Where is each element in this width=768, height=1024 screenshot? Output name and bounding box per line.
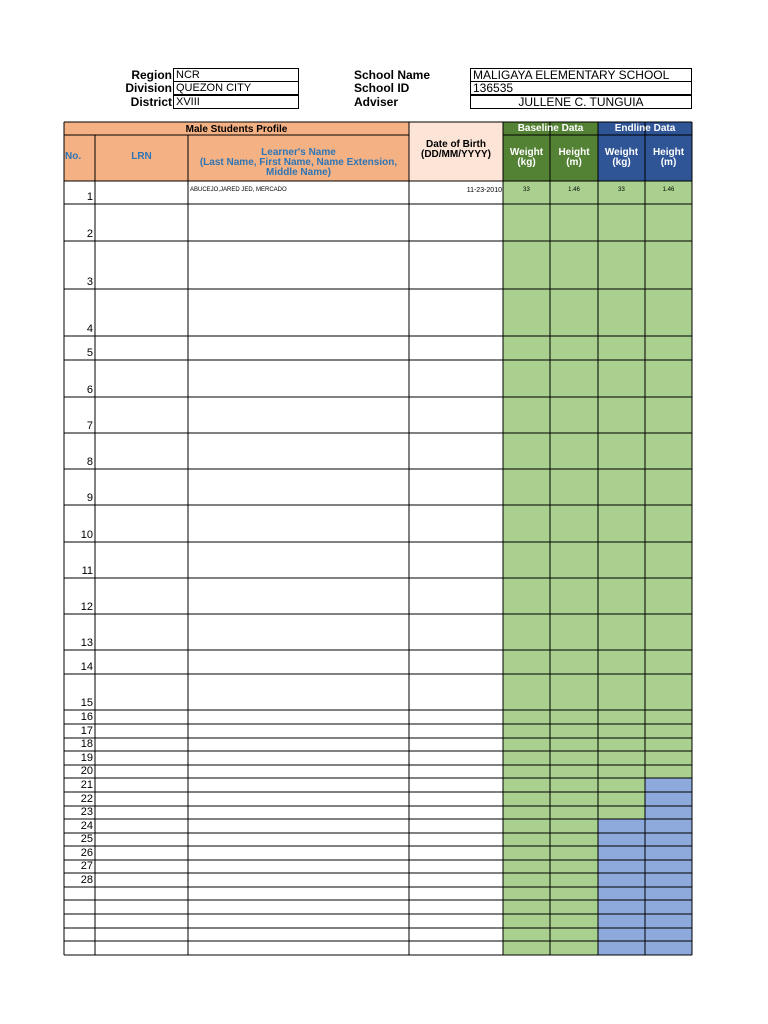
row-number: 26 xyxy=(80,847,93,859)
row1-endline-weight[interactable]: 33 xyxy=(618,187,625,193)
col-dob-line2: (DD/MM/YYYY) xyxy=(421,149,491,160)
row1-dob[interactable]: 11-23-2010 xyxy=(466,187,502,194)
division-label: Division xyxy=(125,81,172,95)
row-number: 5 xyxy=(86,347,93,359)
endline-weight-header xyxy=(598,148,645,168)
district-field[interactable]: XVIII xyxy=(173,95,299,109)
row-number: 12 xyxy=(80,601,93,613)
row-number: 15 xyxy=(80,697,93,709)
row-number: 1 xyxy=(86,191,93,203)
baseline-data-title: Baseline Data xyxy=(517,123,584,134)
row-number: 8 xyxy=(86,456,93,468)
school-name-label: School Name xyxy=(354,68,431,82)
row-number: 28 xyxy=(80,874,93,886)
region-label: Region xyxy=(131,68,172,82)
row1-baseline-weight[interactable]: 33 xyxy=(523,187,530,193)
row-number: 10 xyxy=(80,529,93,541)
row-number: 4 xyxy=(86,323,93,335)
male-students-profile-title: Male Students Profile xyxy=(185,124,288,135)
school-name-field[interactable]: MALIGAYA ELEMENTARY SCHOOL xyxy=(470,68,692,82)
baseline-weight-header xyxy=(503,148,550,168)
row-number: 3 xyxy=(86,276,93,288)
school-id-label: School ID xyxy=(354,81,410,95)
endline-weight-green xyxy=(598,181,645,819)
col-no-header: No. xyxy=(65,151,82,162)
baseline-height-line1: Height xyxy=(558,147,590,158)
adviser-field[interactable]: JULLENE C. TUNGUIA xyxy=(470,95,692,109)
row-number: 24 xyxy=(80,820,93,832)
district-label: District xyxy=(130,95,172,109)
adviser-label: Adviser xyxy=(354,95,399,109)
endline-height-line1: Height xyxy=(652,147,685,158)
endline-height-header xyxy=(645,148,692,168)
col-name-header xyxy=(188,148,409,178)
division-field[interactable]: QUEZON CITY xyxy=(173,81,299,95)
row1-learner-name[interactable]: ABUCEJO,JARED JED, MERCADO xyxy=(190,187,287,193)
row1-baseline-height[interactable]: 1.46 xyxy=(568,187,580,193)
row-number: 14 xyxy=(80,661,93,673)
row-number: 2 xyxy=(86,228,93,240)
row-number: 9 xyxy=(86,492,93,504)
row-number: 6 xyxy=(86,384,93,396)
endline-height-green xyxy=(645,181,692,778)
row-number: 20 xyxy=(80,765,93,777)
col-name-line2: (Last Name, First Name, Name Extension, xyxy=(199,157,398,168)
row-number: 25 xyxy=(80,833,93,845)
baseline-height-header xyxy=(550,148,598,168)
col-dob-header xyxy=(409,140,503,160)
baseline-weight-line1: Weight xyxy=(509,147,544,158)
baseline-height-line2: (m) xyxy=(566,157,582,168)
endline-height-line2: (m) xyxy=(660,157,677,168)
row-number: 21 xyxy=(80,779,93,791)
endline-weight-line2: (kg) xyxy=(612,157,631,168)
row1-endline-height[interactable]: 1.46 xyxy=(662,187,675,193)
endline-weight-line1: Weight xyxy=(604,147,639,158)
row-number: 7 xyxy=(86,420,93,432)
row-number: 13 xyxy=(80,637,93,649)
row-number: 22 xyxy=(80,793,93,805)
row-number: 11 xyxy=(81,565,93,577)
col-name-line1: Learner's Name xyxy=(261,147,336,158)
row-number: 17 xyxy=(80,725,93,737)
row-number: 27 xyxy=(80,860,93,872)
row-number: 19 xyxy=(80,752,93,764)
col-name-line3: Middle Name) xyxy=(265,167,331,178)
col-lrn-header: LRN xyxy=(131,151,152,162)
region-field[interactable]: NCR xyxy=(173,68,299,82)
school-id-field[interactable]: 136535 xyxy=(470,81,692,95)
row-number: 16 xyxy=(80,711,93,723)
col-dob-line1: Date of Birth xyxy=(426,139,486,150)
endline-data-title: Endline Data xyxy=(614,123,676,134)
row-number: 18 xyxy=(80,738,93,750)
baseline-weight-line2: (kg) xyxy=(517,157,536,168)
row-number: 23 xyxy=(80,806,93,818)
